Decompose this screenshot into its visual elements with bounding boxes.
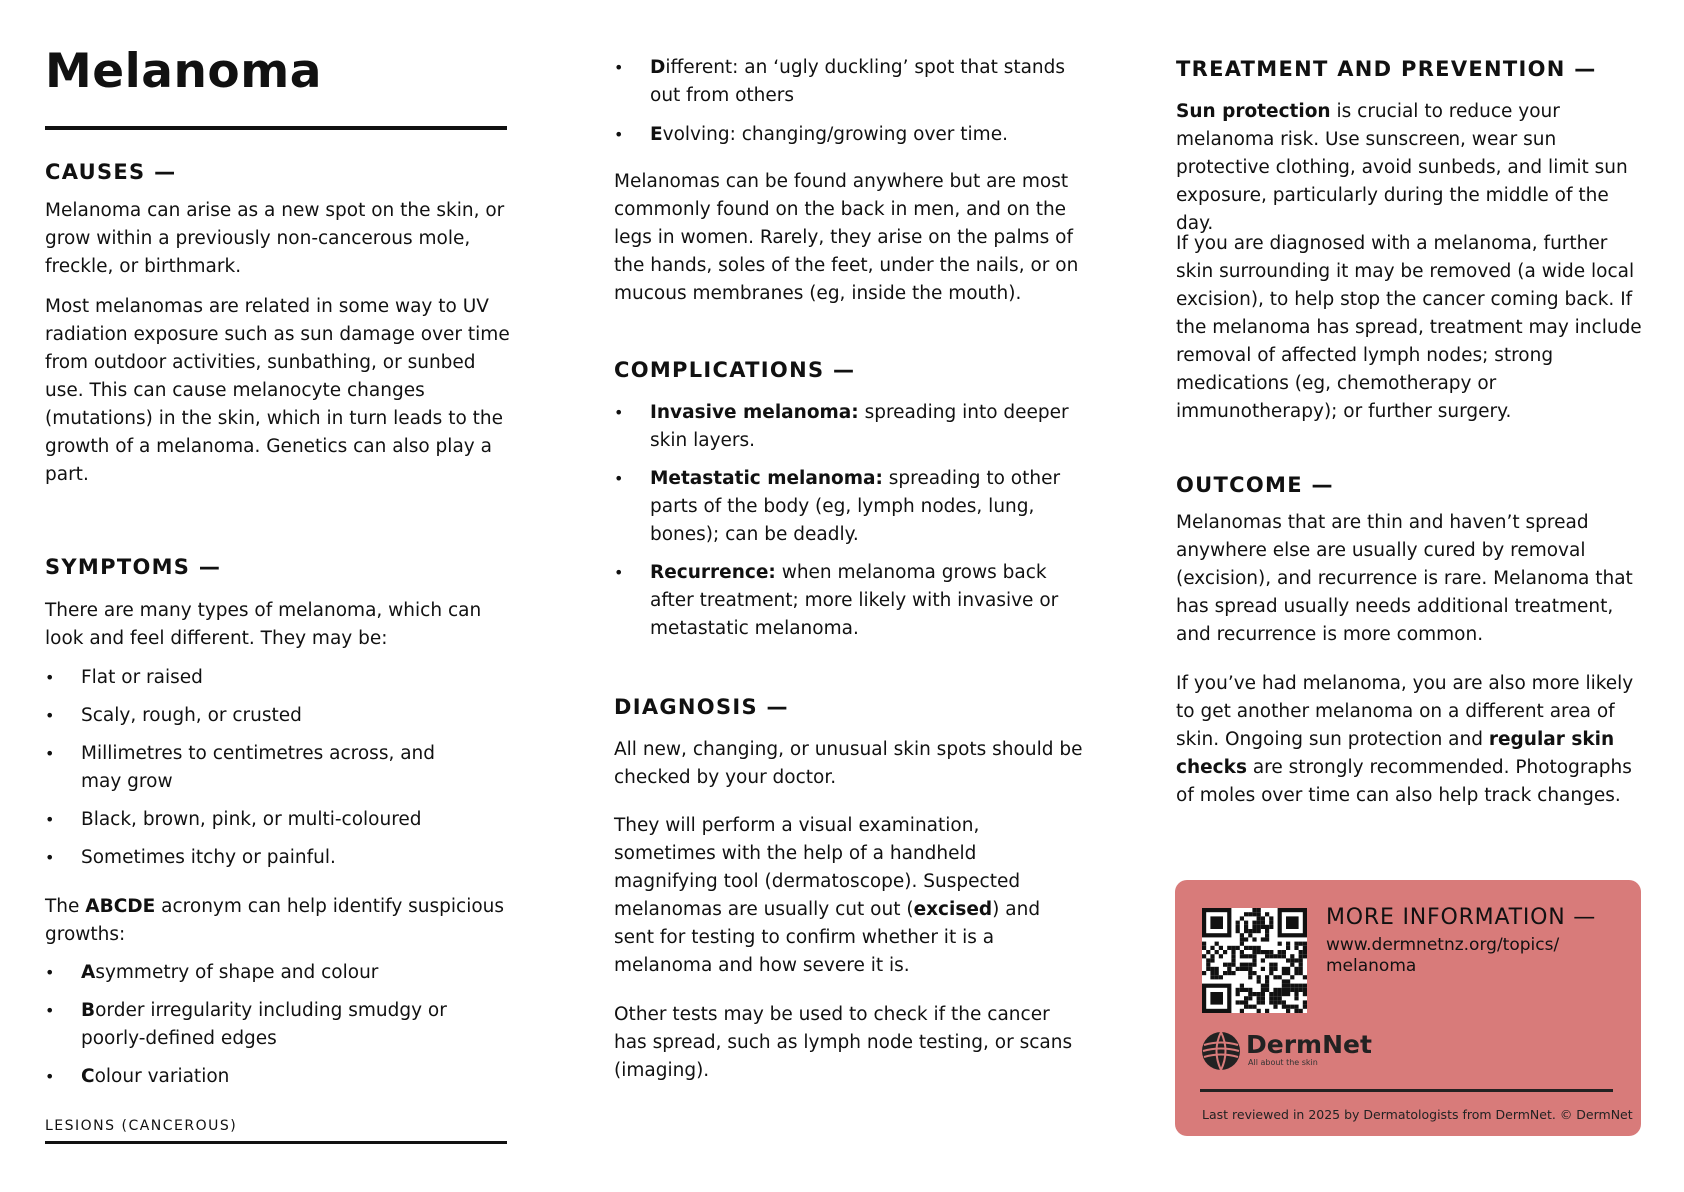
- review-note: Last reviewed in 2025 by Dermatologists from DermNet. © DermNet: [1202, 1107, 1633, 1122]
- abcde-item-e: • Evolving: changing/growing over time.: [614, 121, 1084, 149]
- complication-item-invasive: • Invasive melanoma: spreading into deeper skin layers.: [614, 399, 1084, 455]
- symptom-item: • Scaly, rough, or crusted: [45, 702, 511, 730]
- page-title: Melanoma: [45, 44, 322, 99]
- dermnet-tagline: All about the skin: [1248, 1058, 1318, 1067]
- symptom-item: • Sometimes itchy or painful.: [45, 844, 511, 872]
- outcome-heading: OUTCOME —: [1176, 473, 1334, 497]
- symptom-item: • Flat or raised: [45, 664, 511, 692]
- diagnosis-paragraph-1: All new, changing, or unusual skin spots should be checked by your doctor.: [614, 739, 1083, 788]
- more-information-heading: MORE INFORMATION —: [1326, 905, 1597, 930]
- complication-item-metastatic: • Metastatic melanoma: spreading to other parts of the body (eg, lymph nodes, lung, bones); can be deadly.: [614, 465, 1084, 549]
- causes-paragraph-1: Melanoma can arise as a new spot on the skin, or grow within a previously non-cancerous mole, freckle, or birthmark.: [45, 200, 505, 277]
- treatment-heading: TREATMENT AND PREVENTION —: [1176, 57, 1597, 81]
- dermnet-brand-name: DermNet: [1246, 1030, 1372, 1059]
- causes-heading: CAUSES —: [45, 160, 177, 184]
- treatment-paragraph-2: If you are diagnosed with a melanoma, further skin surrounding it may be removed (a wide local excision), to help stop the cancer coming back. If the melanoma has spread, treatment may include removal of affected lymph nodes; strong medications (eg, chemotherapy or immunotherapy); or further surgery.: [1176, 233, 1642, 422]
- info-box-divider: [1200, 1089, 1613, 1092]
- treatment-paragraph-1: Sun protection is crucial to reduce your melanoma risk. Use sunscreen, wear sun protective clothing, avoid sunbeds, and limit sun exposure, particularly during the middle of the day.: [1176, 101, 1628, 234]
- diagnosis-paragraph-3: Other tests may be used to check if the cancer has spread, such as lymph node testing, or scans (imaging).: [614, 1004, 1073, 1081]
- footer-divider: [45, 1141, 507, 1144]
- dermnet-logo: [1200, 1030, 1400, 1074]
- abcde-intro: The ABCDE acronym can help identify suspicious growths:: [45, 896, 505, 945]
- symptom-item: • Millimetres to centimetres across, and may grow: [45, 740, 511, 796]
- footer-category-label: LESIONS (CANCEROUS): [45, 1118, 238, 1134]
- outcome-paragraph-1: Melanomas that are thin and haven’t spread anywhere else are usually cured by removal (excision), and recurrence is rare. Melanoma that has spread usually needs additional treatment, and recurrence is more common.: [1176, 512, 1633, 645]
- abcde-item-b: • Border irregularity including smudgy or poorly-defined edges: [45, 997, 511, 1053]
- qr-code-icon[interactable]: [1202, 908, 1307, 1013]
- title-divider: [45, 126, 507, 130]
- more-information-link[interactable]: www.dermnetnz.org/topics/ melanoma: [1326, 935, 1560, 976]
- symptoms-intro: There are many types of melanoma, which can look and feel different. They may be:: [45, 600, 482, 649]
- melanoma-location-paragraph: Melanomas can be found anywhere but are most commonly found on the back in men, and on the legs in women. Rarely, they arise on the palms of the hands, soles of the feet, under the nails, or on mucous membranes (eg, inside the mouth).: [614, 171, 1079, 304]
- diagnosis-paragraph-2: They will perform a visual examination, sometimes with the help of a handheld magnifying tool (dermatoscope). Suspected melanomas are usually cut out (excised) and sent for testing to confirm whether it is a melanoma and how severe it is.: [614, 815, 1041, 976]
- outcome-paragraph-2: If you’ve had melanoma, you are also more likely to get another melanoma on a different area of skin. Ongoing sun protection and regular skin checks are strongly recommended. Photographs of moles over time can also help track changes.: [1176, 673, 1634, 806]
- diagnosis-heading: DIAGNOSIS —: [614, 695, 789, 719]
- abcde-item-c: • Colour variation: [45, 1063, 511, 1091]
- complication-item-recurrence: • Recurrence: when melanoma grows back after treatment; more likely with invasive or metastatic melanoma.: [614, 559, 1084, 643]
- abcde-item-a: • Asymmetry of shape and colour: [45, 959, 511, 987]
- dermnet-globe-icon: [1200, 1030, 1242, 1072]
- complications-heading: COMPLICATIONS —: [614, 358, 856, 382]
- more-information-box: [1175, 880, 1641, 1136]
- abcde-item-d: • Different: an ‘ugly duckling’ spot that stands out from others: [614, 54, 1084, 110]
- causes-paragraph-2: Most melanomas are related in some way to UV radiation exposure such as sun damage over time from outdoor activities, sunbathing, or sunbed use. This can cause melanocyte changes (mutations) in the skin, which in turn leads to the growth of a melanoma. Genetics can also play a part.: [45, 296, 510, 485]
- symptom-item: • Black, brown, pink, or multi-coloured: [45, 806, 511, 834]
- symptoms-heading: SYMPTOMS —: [45, 555, 222, 579]
